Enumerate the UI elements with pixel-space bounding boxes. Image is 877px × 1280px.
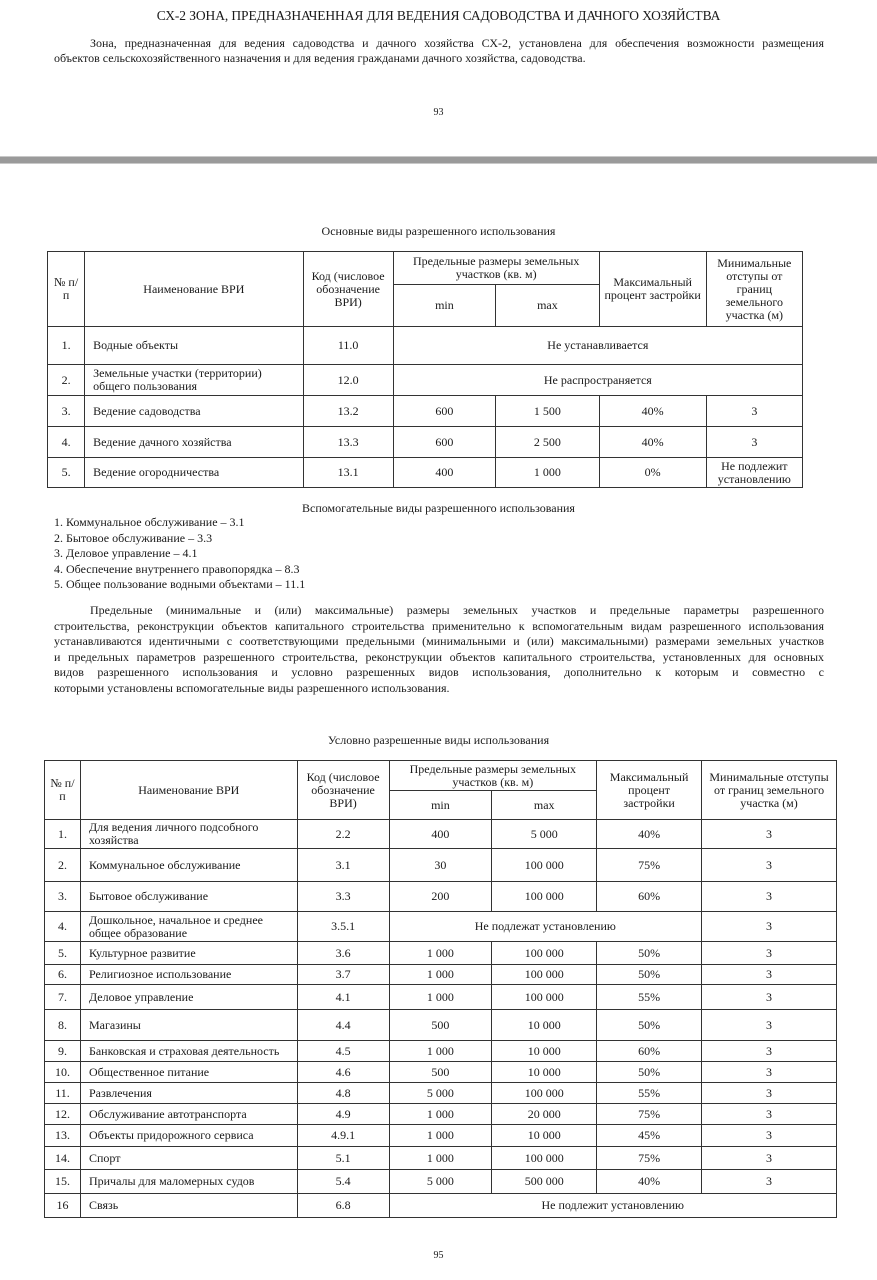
- cell-num: 1.: [48, 327, 85, 365]
- cell-min: 600: [393, 396, 495, 427]
- cell-num: 14.: [45, 1147, 81, 1170]
- cell-num: 12.: [45, 1104, 81, 1125]
- cell-name: Обслуживание автотранспорта: [80, 1104, 297, 1125]
- cell-max: 1 000: [496, 458, 600, 488]
- header-sizes: Предельные размеры земельных участков (кв. м): [393, 252, 599, 285]
- table-row: [45, 1194, 837, 1218]
- cell-num: 5.: [48, 458, 85, 488]
- cell-setback: 3: [702, 882, 837, 912]
- cell-max: 10 000: [492, 1010, 597, 1041]
- cell-percent: 75%: [597, 1147, 702, 1170]
- cell-code: 12.0: [303, 365, 393, 396]
- cell-percent: 45%: [597, 1125, 702, 1147]
- cell-min: 1 000: [389, 965, 492, 985]
- aux-list: [54, 515, 305, 593]
- header-percent: Максимальный процент застройки: [597, 761, 702, 820]
- conditional-uses-table: [44, 760, 837, 1218]
- cell-name: Спорт: [80, 1147, 297, 1170]
- page-number-bottom: 95: [433, 1250, 444, 1261]
- cell-name: Коммунальное обслуживание: [80, 849, 297, 882]
- cell-setback: 3: [702, 965, 837, 985]
- cell-setback: 3: [702, 849, 837, 882]
- header-num: № п/п: [45, 761, 81, 820]
- aux-list-item: 2. Бытовое обслуживание – 3.3: [54, 530, 213, 545]
- cell-num: 16: [45, 1194, 81, 1218]
- table-row: [45, 965, 837, 985]
- cell-setback: 3: [702, 985, 837, 1010]
- cell-code: 3.7: [297, 965, 389, 985]
- aux-list-item: 3. Деловое управление – 4.1: [54, 546, 198, 560]
- cell-setback: 3: [706, 396, 802, 427]
- cell-percent: 40%: [599, 396, 706, 427]
- cell-num: 3.: [48, 396, 85, 427]
- main-uses-table: [47, 251, 803, 488]
- cell-name: Ведение садоводства: [85, 396, 303, 427]
- cell-min: 5 000: [389, 1083, 492, 1104]
- cell-percent: 75%: [597, 1104, 702, 1125]
- table-row: [48, 458, 803, 488]
- aux-list-item: 1. Коммунальное обслуживание – 3.1: [54, 515, 245, 529]
- cell-name: Деловое управление: [80, 985, 297, 1010]
- cell-percent: 40%: [597, 820, 702, 849]
- cell-percent: 50%: [597, 942, 702, 965]
- cell-num: 6.: [45, 965, 81, 985]
- cell-name: Объекты придорожного сервиса: [80, 1125, 297, 1147]
- cell-percent: 60%: [597, 1041, 702, 1062]
- cell-max: 100 000: [492, 849, 597, 882]
- cell-max: 5 000: [492, 820, 597, 849]
- table-row: [48, 365, 803, 396]
- paragraph-line: видов разрешенного использования и условно разрешенных видов использования, дополнительно к которым и совместно с: [54, 665, 824, 679]
- cell-num: 13.: [45, 1125, 81, 1147]
- cell-merged-note: Не распространяется: [393, 365, 802, 396]
- cell-name: Водные объекты: [85, 327, 303, 365]
- cell-min: 5 000: [389, 1170, 492, 1194]
- cell-name: Общественное питание: [80, 1062, 297, 1083]
- aux-caption: Вспомогательные виды разрешенного использования: [302, 501, 575, 515]
- cell-num: 2.: [45, 849, 81, 882]
- cell-name: Земельные участки (территории) общего пользования: [85, 365, 303, 396]
- cell-min: 1 000: [389, 1147, 492, 1170]
- cell-max: 100 000: [492, 882, 597, 912]
- cell-code: 3.1: [297, 849, 389, 882]
- header-setback: Минимальные отступы от границ земельного участка (м): [706, 252, 802, 327]
- cell-code: 5.1: [297, 1147, 389, 1170]
- cell-max: 500 000: [492, 1170, 597, 1194]
- cell-setback: 3: [702, 912, 837, 942]
- cell-setback: 3: [702, 942, 837, 965]
- cell-code: 3.6: [297, 942, 389, 965]
- cell-min: 200: [389, 882, 492, 912]
- cell-setback: 3: [702, 1104, 837, 1125]
- table-row: [45, 912, 837, 942]
- cell-code: 3.5.1: [297, 912, 389, 942]
- cell-min: 1 000: [389, 1041, 492, 1062]
- cell-max: 2 500: [496, 427, 600, 458]
- cell-code: 4.4: [297, 1010, 389, 1041]
- cell-code: 3.3: [297, 882, 389, 912]
- cell-num: 15.: [45, 1170, 81, 1194]
- cell-name: Ведение дачного хозяйства: [85, 427, 303, 458]
- cell-min: 500: [389, 1010, 492, 1041]
- cell-max: 100 000: [492, 965, 597, 985]
- cell-name: Культурное развитие: [80, 942, 297, 965]
- intro-line-2: объектов сельскохозяйственного назначения и для ведения гражданами дачного хозяйства, садоводства.: [54, 51, 586, 65]
- aux-list-item: 4. Обеспечение внутреннего правопорядка – 8.3: [54, 561, 300, 576]
- cell-code: 2.2: [297, 820, 389, 849]
- table-row: [48, 427, 803, 458]
- cell-merged-note: Не устанавливается: [393, 327, 802, 365]
- cell-min: 30: [389, 849, 492, 882]
- cell-max: 1 500: [496, 396, 600, 427]
- cell-min: 400: [393, 458, 495, 488]
- cell-num: 10.: [45, 1062, 81, 1083]
- cell-percent: 50%: [597, 1010, 702, 1041]
- header-setback: Минимальные отступы от границ земельного участка (м): [702, 761, 837, 820]
- table-row: [45, 1062, 837, 1083]
- cell-setback: 3: [702, 1041, 837, 1062]
- cell-percent: 50%: [597, 1062, 702, 1083]
- cell-merged-note: Не подлежит установлению: [389, 1194, 836, 1218]
- cell-setback: Не подлежит установлению: [706, 458, 802, 488]
- header-min: min: [389, 791, 492, 820]
- table-row: [48, 396, 803, 427]
- cell-num: 7.: [45, 985, 81, 1010]
- cell-percent: 40%: [599, 427, 706, 458]
- table-row: [45, 1170, 837, 1194]
- cell-name: Банковская и страховая деятельность: [80, 1041, 297, 1062]
- cell-code: 13.2: [303, 396, 393, 427]
- cell-max: 100 000: [492, 985, 597, 1010]
- cell-name: Развлечения: [80, 1083, 297, 1104]
- cell-max: 100 000: [492, 1083, 597, 1104]
- cell-name: Причалы для маломерных судов: [80, 1170, 297, 1194]
- cond-table-caption: Условно разрешенные виды использования: [327, 733, 550, 747]
- table-row: [45, 1010, 837, 1041]
- table-row: [45, 1147, 837, 1170]
- paragraph-line: и предельных параметров разрешенного строительства, реконструкции объектов капитального строительства, установленных для основных: [54, 649, 824, 664]
- cell-code: 4.6: [297, 1062, 389, 1083]
- table-row: [45, 985, 837, 1010]
- paragraph-line: которыми установлены вспомогательные виды разрешенного использования.: [54, 680, 450, 695]
- cell-code: 13.1: [303, 458, 393, 488]
- table-row: [45, 849, 837, 882]
- cell-code: 5.4: [297, 1170, 389, 1194]
- cell-percent: 50%: [597, 965, 702, 985]
- cell-num: 4.: [48, 427, 85, 458]
- cell-name: Бытовое обслуживание: [80, 882, 297, 912]
- cell-code: 4.8: [297, 1083, 389, 1104]
- cell-percent: 60%: [597, 882, 702, 912]
- cell-setback: 3: [702, 1147, 837, 1170]
- table-row: [45, 820, 837, 849]
- main-table-caption: Основные виды разрешенного использования: [321, 224, 556, 238]
- header-sizes: Предельные размеры земельных участков (кв. м): [389, 761, 597, 791]
- cell-min: 1 000: [389, 942, 492, 965]
- cell-percent: 75%: [597, 849, 702, 882]
- cell-min: 600: [393, 427, 495, 458]
- cell-num: 4.: [45, 912, 81, 942]
- cell-min: 1 000: [389, 1125, 492, 1147]
- paragraph-line: Предельные (минимальные и (или) максимальные) размеры земельных участков и предельные параметры разрешенного: [90, 603, 824, 617]
- intro-line-1: Зона, предназначенная для ведения садоводства и дачного хозяйства СХ-2, установлена для обеспечения возможности размещения: [90, 36, 824, 50]
- cell-setback: 3: [702, 1125, 837, 1147]
- cell-percent: 55%: [597, 985, 702, 1010]
- cell-setback: 3: [702, 1010, 837, 1041]
- cell-code: 4.1: [297, 985, 389, 1010]
- cell-min: 1 000: [389, 1104, 492, 1125]
- cell-code: 11.0: [303, 327, 393, 365]
- cell-max: 100 000: [492, 1147, 597, 1170]
- cell-num: 8.: [45, 1010, 81, 1041]
- cell-max: 20 000: [492, 1104, 597, 1125]
- cell-name: Магазины: [80, 1010, 297, 1041]
- aux-list-item: 5. Общее пользование водными объектами – 11.1: [54, 577, 306, 591]
- cell-setback: 3: [702, 1083, 837, 1104]
- cell-min: 1 000: [389, 985, 492, 1010]
- zone-title: СХ-2 ЗОНА, ПРЕДНАЗНАЧЕННАЯ ДЛЯ ВЕДЕНИЯ САДОВОДСТВА И ДАЧНОГО ХОЗЯЙСТВА: [156, 8, 721, 23]
- cell-code: 13.3: [303, 427, 393, 458]
- cell-percent: 55%: [597, 1083, 702, 1104]
- cell-max: 10 000: [492, 1125, 597, 1147]
- cell-num: 5.: [45, 942, 81, 965]
- page-number-top: 93: [433, 107, 444, 118]
- cell-num: 1.: [45, 820, 81, 849]
- header-max: max: [492, 791, 597, 820]
- header-min: min: [393, 285, 495, 327]
- table-row: [48, 327, 803, 365]
- cell-num: 11.: [45, 1083, 81, 1104]
- cell-setback: 3: [702, 1170, 837, 1194]
- cell-min: 500: [389, 1062, 492, 1083]
- cell-merged-note: Не подлежат установлению: [389, 912, 702, 942]
- cell-setback: 3: [706, 427, 802, 458]
- cell-setback: 3: [702, 820, 837, 849]
- cell-name: Связь: [80, 1194, 297, 1218]
- table-row: [45, 1125, 837, 1147]
- cell-max: 100 000: [492, 942, 597, 965]
- header-max: max: [496, 285, 600, 327]
- cell-code: 4.9: [297, 1104, 389, 1125]
- cell-setback: 3: [702, 1062, 837, 1083]
- table-row: [45, 882, 837, 912]
- header-percent: Максимальный процент застройки: [599, 252, 706, 327]
- cell-code: 4.5: [297, 1041, 389, 1062]
- cell-min: 400: [389, 820, 492, 849]
- cell-num: 2.: [48, 365, 85, 396]
- cell-num: 9.: [45, 1041, 81, 1062]
- header-num: № п/п: [48, 252, 85, 327]
- cell-code: 6.8: [297, 1194, 389, 1218]
- table-row: [45, 1083, 837, 1104]
- table-row: [45, 1104, 837, 1125]
- cell-name: Религиозное использование: [80, 965, 297, 985]
- cell-code: 4.9.1: [297, 1125, 389, 1147]
- cell-name: Ведение огородничества: [85, 458, 303, 488]
- table-row: [45, 942, 837, 965]
- header-code: Код (числовое обозначение ВРИ): [297, 761, 389, 820]
- header-name: Наименование ВРИ: [80, 761, 297, 820]
- intro-paragraph: [54, 36, 824, 66]
- paragraph-line: устанавливаются идентичными с соответствующими предельными (минимальными и (или) максимальными) размерами земельных участков: [54, 634, 824, 648]
- cell-max: 10 000: [492, 1062, 597, 1083]
- header-code: Код (числовое обозначение ВРИ): [303, 252, 393, 327]
- cell-max: 10 000: [492, 1041, 597, 1062]
- cell-name: Дошкольное, начальное и среднее общее образование: [80, 912, 297, 942]
- aux-paragraph: [54, 603, 824, 696]
- cell-percent: 0%: [599, 458, 706, 488]
- table-row: [45, 1041, 837, 1062]
- header-name: Наименование ВРИ: [85, 252, 303, 327]
- cell-name: Для ведения личного подсобного хозяйства: [80, 820, 297, 849]
- cell-num: 3.: [45, 882, 81, 912]
- cell-percent: 40%: [597, 1170, 702, 1194]
- paragraph-line: строительства, реконструкции объектов капитального строительства применительно к вспомогательным видам разрешенного использования: [54, 618, 824, 633]
- page-separator: [0, 156, 877, 164]
